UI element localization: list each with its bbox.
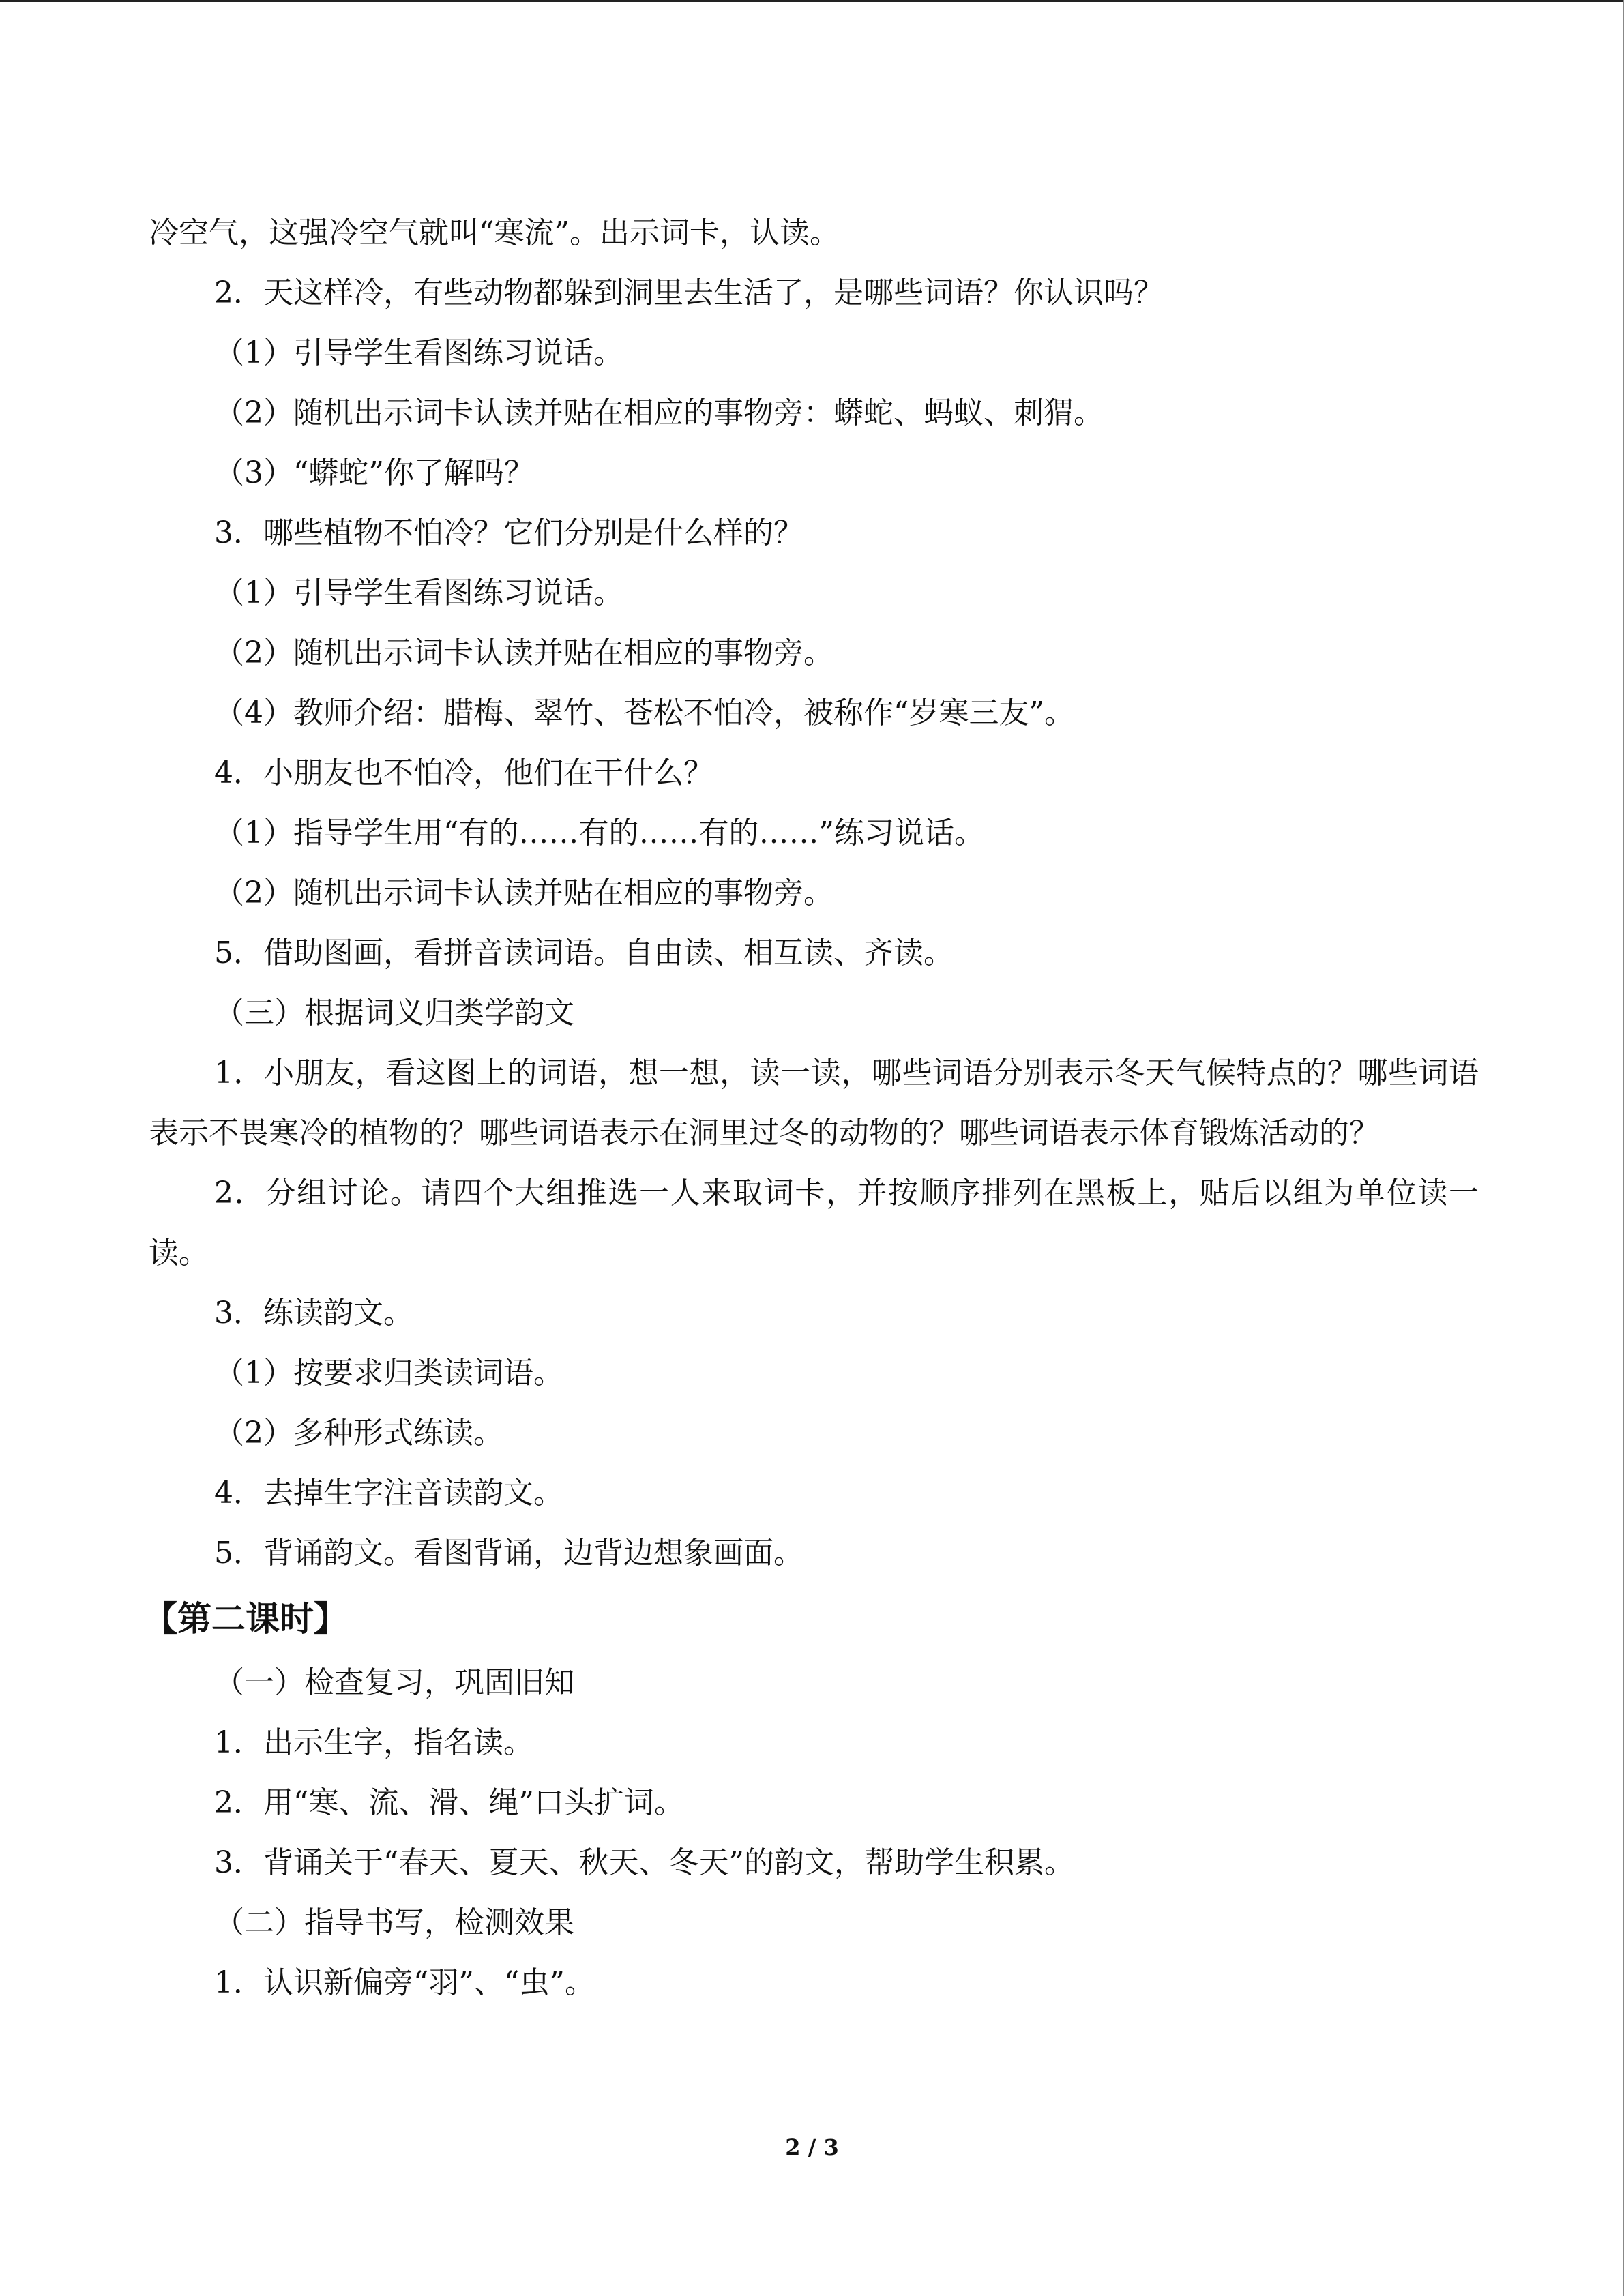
text-line: （2）多种形式练读。 bbox=[214, 1416, 503, 1450]
page-top-border bbox=[0, 0, 1624, 2]
second-lesson-block bbox=[149, 1653, 1479, 2013]
page-number: 2 / 3 bbox=[785, 2134, 839, 2160]
text-line: （1）引导学生看图练习说话。 bbox=[214, 576, 623, 610]
text-line: （二）指导书写，检测效果 bbox=[214, 1905, 574, 1940]
text-line: 3．练读韵文。 bbox=[214, 1296, 413, 1330]
reading-practice-block bbox=[149, 1283, 1479, 1583]
text-line: 2．用“寒、流、滑、绳”口头扩词。 bbox=[214, 1785, 684, 1820]
text-line: （2）随机出示词卡认读并贴在相应的事物旁。 bbox=[214, 636, 833, 670]
text-line: （2）随机出示词卡认读并贴在相应的事物旁。 bbox=[214, 876, 833, 910]
text-line: 1．认识新偏旁“羽”、“虫”。 bbox=[214, 1965, 595, 2000]
text-line: 5．背诵韵文。看图背诵，边背边想象画面。 bbox=[214, 1536, 803, 1570]
page-content bbox=[143, 203, 1479, 2013]
lesson-steps-block bbox=[149, 203, 1479, 1043]
text-line: （1）按要求归类读词语。 bbox=[214, 1356, 563, 1390]
text-line: 5．借助图画，看拼音读词语。自由读、相互读、齐读。 bbox=[214, 936, 954, 970]
text-line: （三）根据词义归类学韵文 bbox=[214, 996, 574, 1030]
text-line: 冷空气，这强冷空气就叫“寒流”。出示词卡，认读。 bbox=[149, 215, 840, 250]
text-line: （1）引导学生看图练习说话。 bbox=[214, 336, 623, 370]
text-line: 3．背诵关于“春天、夏天、秋天、冬天”的韵文，帮助学生积累。 bbox=[214, 1845, 1074, 1880]
paragraph: 2．分组讨论。请四个大组推选一人来取词卡，并按顺序排列在黑板上，贴后以组为单位读一读。 bbox=[149, 1176, 1479, 1270]
text-line: 3．哪些植物不怕冷？它们分别是什么样的？ bbox=[214, 516, 803, 550]
text-line: 4．去掉生字注音读韵文。 bbox=[214, 1476, 563, 1510]
text-line: （1）指导学生用“有的……有的……有的……”练习说话。 bbox=[214, 816, 984, 850]
paragraph: 1．小朋友，看这图上的词语，想一想，读一读，哪些词语分别表示冬天气候特点的？哪些词语表示不畏寒冷的植物的？哪些词语表示在洞里过冬的动物的？哪些词语表示体育锻炼活动的？ bbox=[149, 1056, 1479, 1150]
text-line: （4）教师介绍：腊梅、翠竹、苍松不怕冷，被称作“岁寒三友”。 bbox=[214, 696, 1074, 730]
text-line: 2．天这样冷，有些动物都躲到洞里去生活了，是哪些词语？你认识吗？ bbox=[214, 275, 1164, 310]
text-line: （一）检查复习，巩固旧知 bbox=[214, 1665, 574, 1700]
section-heading: 【第二课时】 bbox=[143, 1599, 348, 1639]
text-line: 1．出示生字，指名读。 bbox=[214, 1725, 533, 1760]
text-line: （3）“蟒蛇”你了解吗？ bbox=[214, 456, 534, 490]
text-line: 4．小朋友也不怕冷，他们在干什么？ bbox=[214, 756, 713, 790]
lesson-paragraphs-block bbox=[149, 1043, 1479, 1283]
text-line: （2）随机出示词卡认读并贴在相应的事物旁：蟒蛇、蚂蚁、刺猬。 bbox=[214, 396, 1104, 430]
